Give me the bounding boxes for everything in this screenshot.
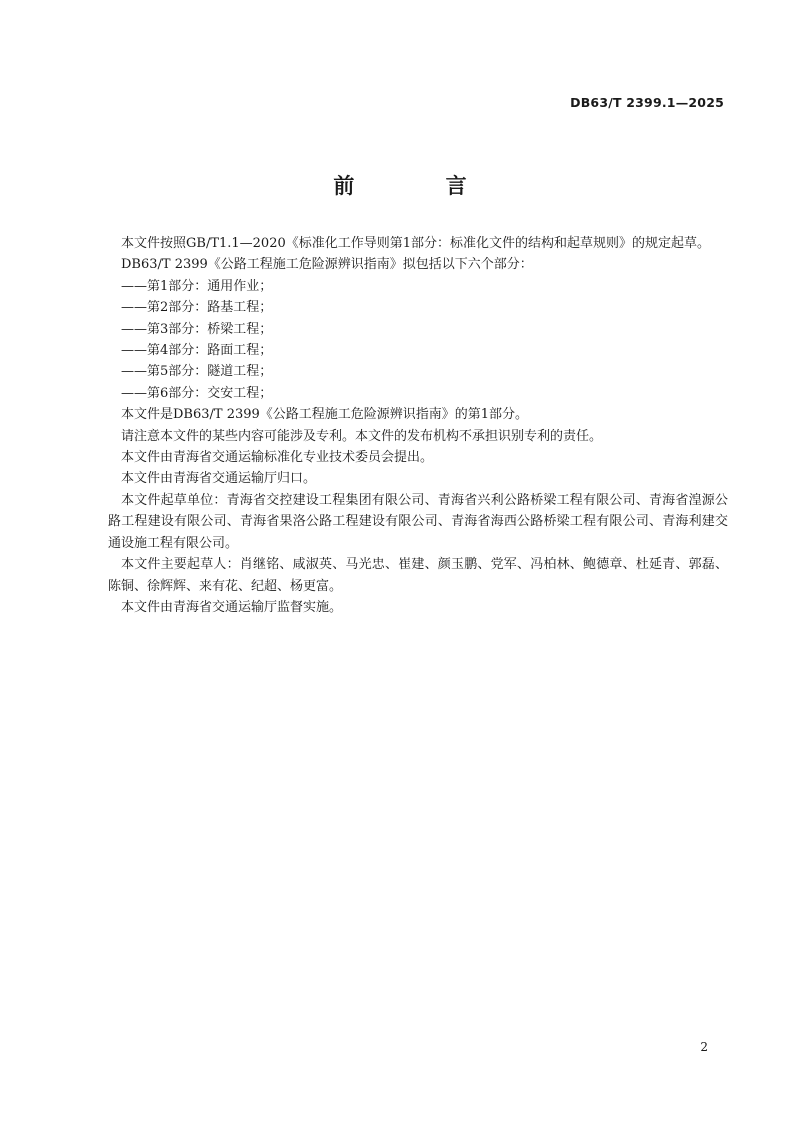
administrator-paragraph: 本文件由青海省交通运输厅归口。 <box>121 471 317 487</box>
document-body <box>108 233 728 618</box>
drafting-units-paragraph: 本文件起草单位：青海省交控建设工程集团有限公司、青海省兴利公路桥梁工程有限公司、青海省湟源公路工程建设有限公司、青海省果洛公路工程建设有限公司、青海省海西公路桥梁工程有限公司、青海利建交通设施工程有限公司。 <box>108 492 728 551</box>
document-code: DB63/T 2399.1—2025 <box>570 95 724 110</box>
intro-paragraph-1: 本文件按照GB/T1.1—2020《标准化工作导则第1部分：标准化文件的结构和起草规则》的规定起草。 <box>121 236 711 251</box>
proposer-paragraph: 本文件由青海省交通运输标准化专业技术委员会提出。 <box>121 450 434 466</box>
part-list-item-5: ——第5部分：隧道工程； <box>121 364 273 380</box>
page-number: 2 <box>700 1040 708 1054</box>
part-list-item-1: ——第1部分：通用作业； <box>121 278 273 294</box>
part-list-item-4: ——第4部分：路面工程； <box>121 343 273 359</box>
supervision-paragraph: 本文件由青海省交通运输厅监督实施。 <box>121 599 343 615</box>
patent-notice-paragraph: 请注意本文件的某些内容可能涉及专利。本文件的发布机构不承担识别专利的责任。 <box>121 428 603 444</box>
part-list-item-2: ——第2部分：路基工程； <box>121 300 273 316</box>
part-list-item-6: ——第6部分：交安工程； <box>121 385 273 401</box>
drafters-paragraph: 本文件主要起草人：肖继铭、咸淑英、马光忠、崔建、颜玉鹏、党军、冯柏林、鲍德章、杜延青、郭磊、陈铜、徐辉辉、来有花、纪超、杨更富。 <box>108 557 728 594</box>
page-title: 前 言 <box>333 174 509 198</box>
part-list-item-3: ——第3部分：桥梁工程； <box>121 321 273 337</box>
part-statement-paragraph: 本文件是DB63/T 2399《公路工程施工危险源辨识指南》的第1部分。 <box>121 407 529 423</box>
intro-paragraph-2: DB63/T 2399《公路工程施工危险源辨识指南》拟包括以下六个部分： <box>121 257 533 273</box>
